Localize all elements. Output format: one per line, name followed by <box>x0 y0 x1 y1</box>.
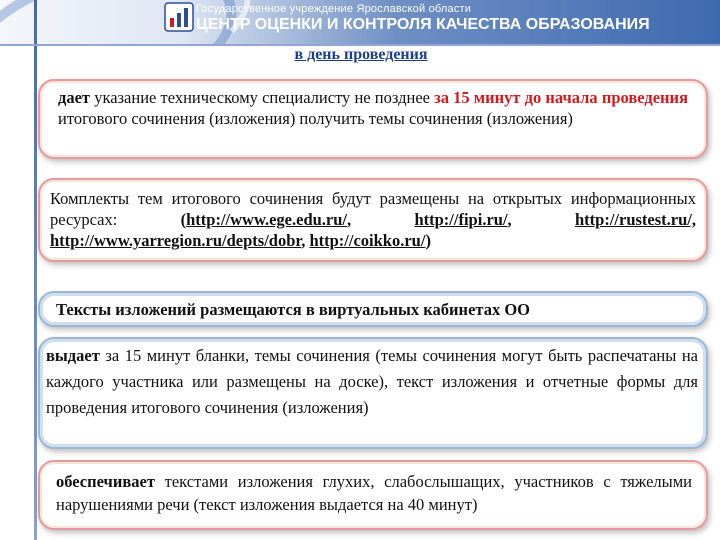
issue-forms-box <box>38 337 708 449</box>
box2-open-paren: ( <box>180 210 187 229</box>
box2-sep2: , <box>507 210 575 229</box>
organization-name: ЦЕНТР ОЦЕНКИ И КОНТРОЛЯ КАЧЕСТВА ОБРАЗОВАНИЯ <box>196 16 650 33</box>
link-ege-edu[interactable]: http://www.ege.edu.ru/ <box>186 210 347 229</box>
link-fipi[interactable]: http://fipi.ru/ <box>414 210 508 229</box>
exposition-texts-box <box>38 291 708 327</box>
page-title: в день проведения <box>294 46 428 63</box>
topics-resources-box <box>38 178 708 262</box>
box2-text: Комплекты тем итогового сочинения будут размещены на открытых информационных ресурсах: <box>50 189 696 229</box>
organization-logo-icon <box>164 2 194 32</box>
box5-bold-start: обеспечивает <box>56 472 155 491</box>
instruction-box-technician <box>38 79 708 159</box>
header-banner <box>0 0 720 44</box>
box4-bold-start: выдает <box>46 346 100 365</box>
box1-text-a: указание техническому специалисту не позднее <box>90 88 435 107</box>
box4-text: за 15 минут бланки, темы сочинения (темы сочинения могут быть распечатаны на каждого участника или размещены на доске), текст изложения и отчетные формы для проведения итогового сочинения (изложения) <box>46 346 698 417</box>
box2-sep4: , <box>301 231 310 250</box>
link-coikko[interactable]: http://coikko.ru/ <box>309 231 426 250</box>
box3-text: Тексты изложений размещаются в виртуальных кабинетах ОО <box>56 300 530 319</box>
organization-subtitle: Государственное учреждение Ярославской области <box>196 3 472 15</box>
link-rustest[interactable]: http://rustest.ru/, <box>575 210 696 229</box>
box5-text: текстами изложения глухих, слабослышащих, участников с тяжелыми нарушениями речи (текст изложения выдается на 40 минут) <box>56 472 692 514</box>
box1-bold-start: дает <box>58 88 91 107</box>
box1-red-deadline: за 15 минут до начала проведения <box>434 88 688 107</box>
left-vertical-rule <box>34 0 37 540</box>
link-yarregion[interactable]: http://www.yarregion.ru/depts/dobr <box>50 231 302 250</box>
box2-sep1: , <box>347 210 415 229</box>
special-needs-box <box>38 460 708 530</box>
box2-close-paren: ) <box>425 231 431 250</box>
box1-text-b: итогового сочинения (изложения) получить темы сочинения (изложения) <box>58 109 573 128</box>
